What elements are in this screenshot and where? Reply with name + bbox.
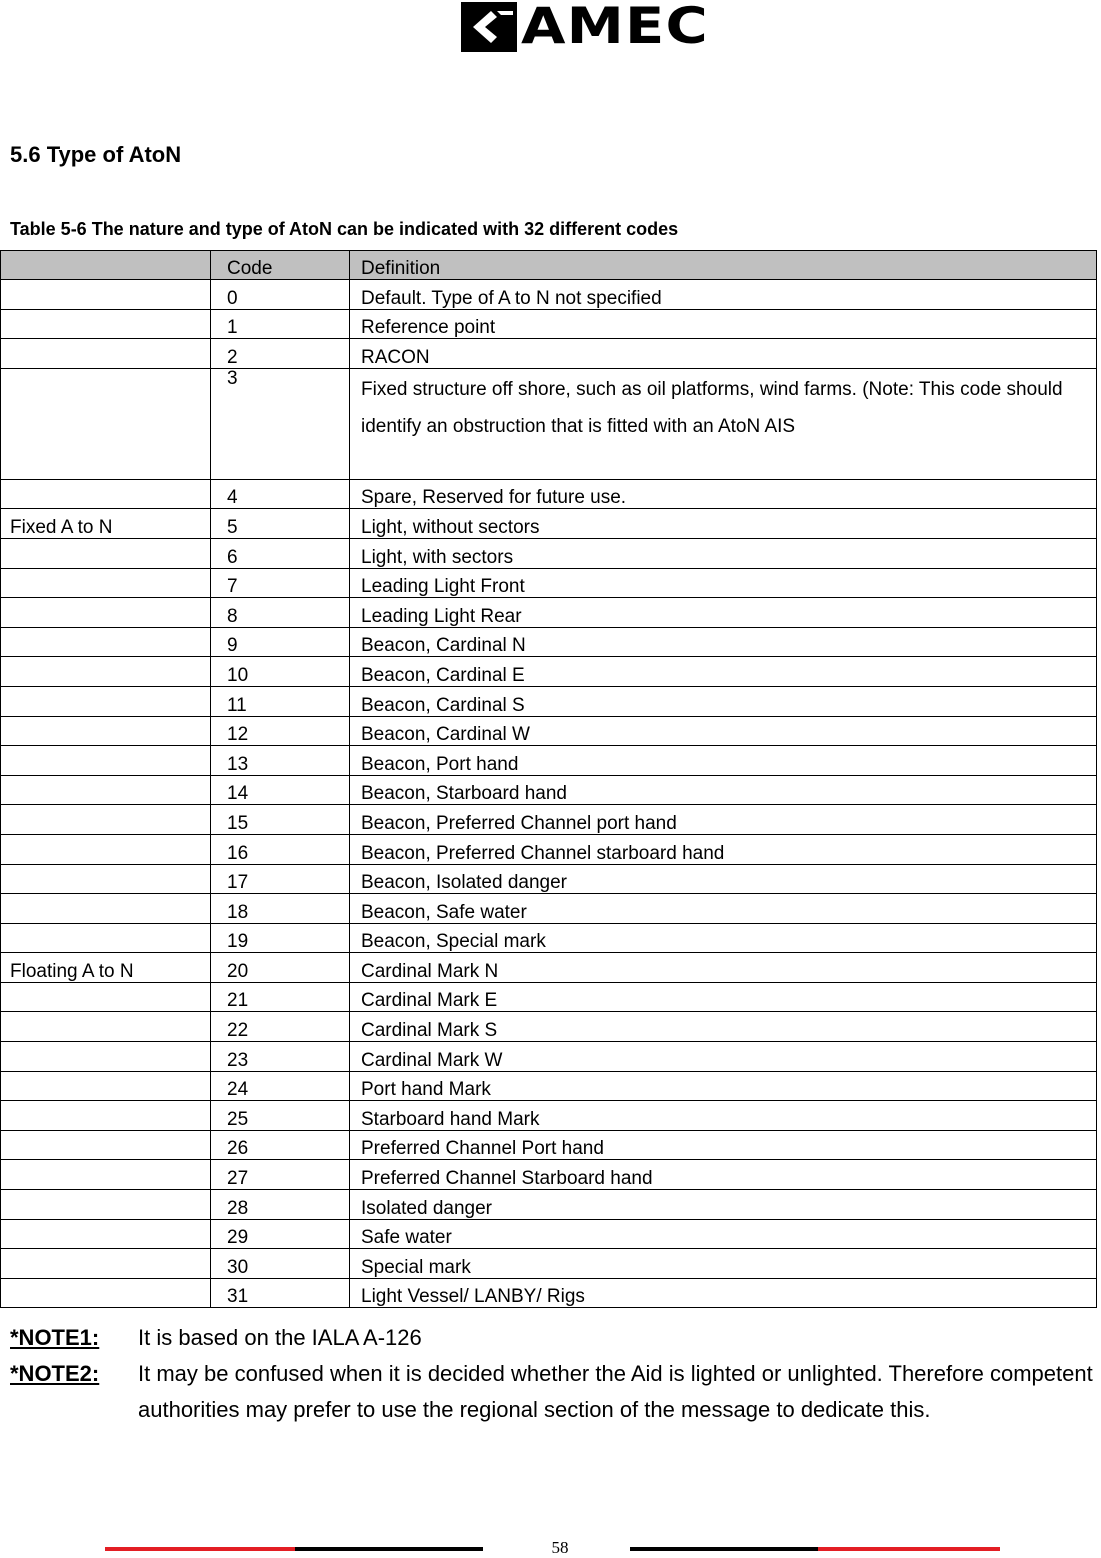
definition-cell: Preferred Channel Starboard hand — [350, 1160, 1097, 1190]
table-row — [1, 568, 1097, 598]
note-text: It is based on the IALA A-126 — [138, 1325, 422, 1350]
table-row — [1, 309, 1097, 339]
definition-cell: Beacon, Cardinal E — [350, 657, 1097, 687]
table-row — [1, 716, 1097, 746]
table-row — [1, 805, 1097, 835]
definition-cell: Leading Light Front — [350, 568, 1097, 598]
definition-cell: Cardinal Mark W — [350, 1042, 1097, 1072]
table-row — [1, 627, 1097, 657]
definition-cell: Beacon, Special mark — [350, 923, 1097, 953]
definition-cell: Beacon, Cardinal W — [350, 716, 1097, 746]
category-cell — [1, 805, 211, 835]
category-cell — [1, 686, 211, 716]
category-cell — [1, 657, 211, 687]
code-cell: 6 — [211, 538, 350, 568]
code-cell: 17 — [211, 864, 350, 894]
category-cell — [1, 1249, 211, 1279]
table-row — [1, 864, 1097, 894]
category-cell — [1, 368, 211, 479]
code-cell: 2 — [211, 339, 350, 369]
footer-rule-right-red — [818, 1547, 1000, 1551]
code-cell: 16 — [211, 834, 350, 864]
note-label: *NOTE1: — [10, 1325, 100, 1350]
definition-cell: Default. Type of A to N not specified — [350, 280, 1097, 310]
table-row — [1, 894, 1097, 924]
table-row — [1, 775, 1097, 805]
table-row — [1, 1042, 1097, 1072]
notes — [10, 1320, 1100, 1428]
code-cell: 15 — [211, 805, 350, 835]
category-cell — [1, 1160, 211, 1190]
code-cell: 7 — [211, 568, 350, 598]
category-cell — [1, 280, 211, 310]
definition-cell: RACON — [350, 339, 1097, 369]
table-row — [1, 746, 1097, 776]
category-cell — [1, 923, 211, 953]
table-row — [1, 1219, 1097, 1249]
code-cell: 11 — [211, 686, 350, 716]
definition-cell: Fixed structure off shore, such as oil platforms, wind farms. (Note: This code should identify an obstruction that is fitted with an AtoN AIS — [350, 368, 1097, 479]
definition-cell: Beacon, Safe water — [350, 894, 1097, 924]
code-cell: 20 — [211, 953, 350, 983]
table-header-row — [1, 251, 1097, 280]
table-row — [1, 1012, 1097, 1042]
definition-cell: Beacon, Isolated danger — [350, 864, 1097, 894]
code-cell: 19 — [211, 923, 350, 953]
code-cell: 27 — [211, 1160, 350, 1190]
footer-rule-right-black — [630, 1547, 818, 1551]
code-cell: 23 — [211, 1042, 350, 1072]
table-row — [1, 1249, 1097, 1279]
category-cell — [1, 1101, 211, 1131]
code-cell: 21 — [211, 982, 350, 1012]
category-cell — [1, 834, 211, 864]
table-body — [1, 280, 1097, 1308]
definition-cell: Beacon, Starboard hand — [350, 775, 1097, 805]
definition-cell: Reference point — [350, 309, 1097, 339]
category-cell — [1, 1190, 211, 1220]
definition-cell: Beacon, Cardinal S — [350, 686, 1097, 716]
code-cell: 28 — [211, 1190, 350, 1220]
aton-type-table — [0, 250, 1097, 1308]
table-row — [1, 1190, 1097, 1220]
category-cell — [1, 598, 211, 628]
category-cell — [1, 1278, 211, 1308]
code-cell: 22 — [211, 1012, 350, 1042]
category-cell — [1, 746, 211, 776]
amec-chevron-logo-icon — [461, 2, 517, 52]
note-text: It may be confused when it is decided whether the Aid is lighted or unlighted. Therefore competent authorities may prefer to use the regional section of the message to dedicate this. — [138, 1361, 1093, 1422]
category-cell — [1, 982, 211, 1012]
code-cell: 8 — [211, 598, 350, 628]
table-row — [1, 479, 1097, 509]
footer-rule-left-red — [105, 1547, 295, 1551]
amec-logo — [461, 0, 709, 55]
table-row — [1, 982, 1097, 1012]
table-row — [1, 1101, 1097, 1131]
category-cell — [1, 339, 211, 369]
code-cell: 25 — [211, 1101, 350, 1131]
definition-cell: Cardinal Mark S — [350, 1012, 1097, 1042]
category-cell — [1, 1219, 211, 1249]
definition-cell: Beacon, Port hand — [350, 746, 1097, 776]
code-cell: 0 — [211, 280, 350, 310]
table-row — [1, 1278, 1097, 1308]
category-cell — [1, 627, 211, 657]
table-row — [1, 1130, 1097, 1160]
header-code: Code — [211, 251, 350, 280]
category-cell — [1, 538, 211, 568]
category-cell — [1, 864, 211, 894]
definition-cell: Isolated danger — [350, 1190, 1097, 1220]
definition-cell: Beacon, Preferred Channel port hand — [350, 805, 1097, 835]
table-row — [1, 280, 1097, 310]
category-cell — [1, 309, 211, 339]
table-row — [1, 1071, 1097, 1101]
table-row — [1, 953, 1097, 983]
page-number: 58 — [551, 1538, 569, 1557]
code-cell: 30 — [211, 1249, 350, 1279]
code-cell: 5 — [211, 509, 350, 539]
note-1 — [10, 1320, 1100, 1356]
logo-text: AMEC — [521, 0, 709, 55]
definition-cell: Light, with sectors — [350, 538, 1097, 568]
section-title: 5.6 Type of AtoN — [10, 142, 182, 167]
category-cell — [1, 479, 211, 509]
note-2 — [10, 1356, 1100, 1428]
code-cell: 4 — [211, 479, 350, 509]
code-cell: 14 — [211, 775, 350, 805]
category-cell — [1, 1130, 211, 1160]
definition-cell: Light, without sectors — [350, 509, 1097, 539]
category-cell — [1, 894, 211, 924]
code-cell: 1 — [211, 309, 350, 339]
category-cell: Fixed A to N — [1, 509, 211, 539]
header-category — [1, 251, 211, 280]
code-cell: 9 — [211, 627, 350, 657]
table-row — [1, 368, 1097, 479]
category-cell — [1, 1042, 211, 1072]
definition-cell: Port hand Mark — [350, 1071, 1097, 1101]
definition-cell: Beacon, Preferred Channel starboard hand — [350, 834, 1097, 864]
code-cell: 26 — [211, 1130, 350, 1160]
code-cell: 24 — [211, 1071, 350, 1101]
definition-cell: Leading Light Rear — [350, 598, 1097, 628]
definition-cell: Cardinal Mark N — [350, 953, 1097, 983]
code-cell: 13 — [211, 746, 350, 776]
table-row — [1, 1160, 1097, 1190]
definition-cell: Beacon, Cardinal N — [350, 627, 1097, 657]
table-row — [1, 598, 1097, 628]
definition-cell: Cardinal Mark E — [350, 982, 1097, 1012]
category-cell — [1, 716, 211, 746]
definition-cell: Safe water — [350, 1219, 1097, 1249]
table-row — [1, 834, 1097, 864]
header-definition: Definition — [350, 251, 1097, 280]
definition-cell: Light Vessel/ LANBY/ Rigs — [350, 1278, 1097, 1308]
table-caption: Table 5-6 The nature and type of AtoN can be indicated with 32 different codes — [10, 219, 679, 239]
code-cell: 10 — [211, 657, 350, 687]
category-cell — [1, 1012, 211, 1042]
table-row — [1, 339, 1097, 369]
definition-cell: Starboard hand Mark — [350, 1101, 1097, 1131]
definition-cell: Spare, Reserved for future use. — [350, 479, 1097, 509]
footer-rule-left-black — [295, 1547, 483, 1551]
definition-cell: Preferred Channel Port hand — [350, 1130, 1097, 1160]
table-row — [1, 686, 1097, 716]
table-row — [1, 538, 1097, 568]
definition-cell: Special mark — [350, 1249, 1097, 1279]
table-row — [1, 657, 1097, 687]
category-cell — [1, 568, 211, 598]
code-cell: 12 — [211, 716, 350, 746]
note-label: *NOTE2: — [10, 1361, 100, 1386]
code-cell: 31 — [211, 1278, 350, 1308]
category-cell — [1, 775, 211, 805]
code-cell: 3 — [211, 368, 350, 479]
table-row — [1, 509, 1097, 539]
code-cell: 29 — [211, 1219, 350, 1249]
category-cell: Floating A to N — [1, 953, 211, 983]
category-cell — [1, 1071, 211, 1101]
code-cell: 18 — [211, 894, 350, 924]
table-row — [1, 923, 1097, 953]
